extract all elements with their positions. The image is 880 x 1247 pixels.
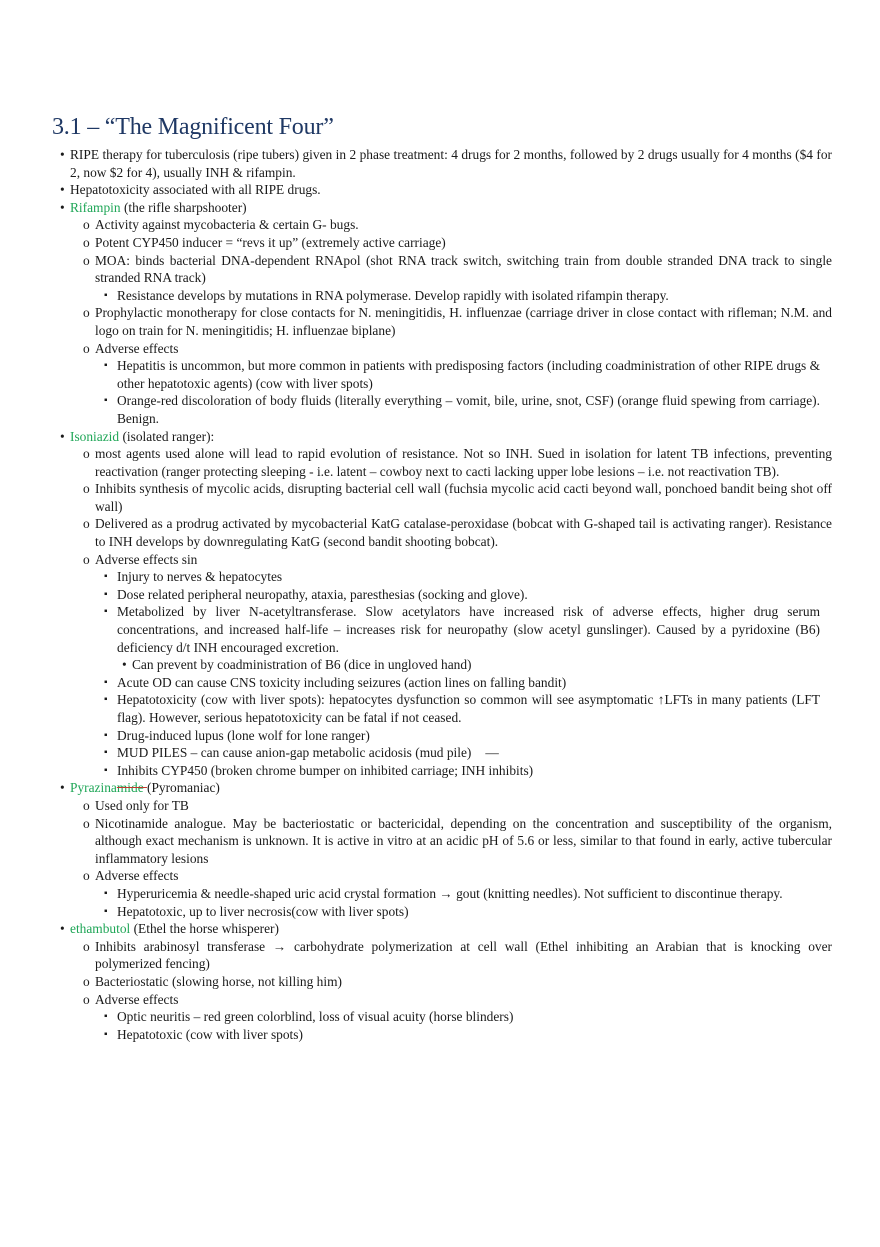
drug-heading-pyrazinamide: • Pyrazinamide (Pyromaniac) — [60, 780, 220, 796]
list-item: o Adverse effects — [83, 340, 179, 356]
list-item: o Nicotinamide analogue. May be bacteriostatic or bactericidal, depending on the concentration and susceptibility of the organism, although exact mechanism is unknown. It is active in vitro at an acidic pH of 5.6 or less, similar to that found in early, active tubercular inflammatory lesions — [83, 815, 832, 866]
drug-heading-isoniazid: • Isoniazid (isolated ranger): — [60, 428, 215, 444]
list-item: ▪ Hepatotoxic, up to liver necrosis(cow with liver spots) — [104, 903, 409, 919]
list-item: o Adverse effects sin — [83, 551, 198, 567]
list-item: ▪ Optic neuritis – red green colorblind, loss of visual acuity (horse blinders) — [104, 1009, 514, 1025]
list-item: ▪ Metabolized by liver N-acetyltransferase. Slow acetylators have increased risk of adverse effects, higher drug serum concentrations, and increased half-life – increases risk for neuropathy (slow acetyl gunslinger). Caused by a pyridoxine (B6) deficiency d/t INH encouraged excretion. — [104, 604, 820, 655]
list-item: • Hepatotoxicity associated with all RIPE drugs. — [60, 182, 321, 198]
list-item: ▪ Injury to nerves & hepatocytes — [104, 569, 283, 585]
list-item: ▪ Resistance develops by mutations in RNA polymerase. Develop rapidly with isolated rifampin therapy. — [104, 287, 669, 303]
drug-heading-ethambutol: • ethambutol (Ethel the horse whisperer) — [60, 921, 279, 937]
list-item: ▪ Hepatotoxicity (cow with liver spots): hepatocytes dysfunction so common will see asymptomatic ↑LFTs in many patients (LFT flag). However, serious hepatotoxicity can be fatal if not ceased. — [104, 692, 820, 725]
list-item: ▪ Drug-induced lupus (lone wolf for lone ranger) — [104, 727, 370, 743]
list-item: o Adverse effects — [83, 868, 179, 884]
list-item: ▪ Dose related peripheral neuropathy, ataxia, paresthesias (socking and glove). — [104, 586, 528, 602]
drug-name-struck: mide — [116, 780, 147, 796]
list-item: o Adverse effects — [83, 991, 179, 1007]
list-item: ▪ Hepatotoxic (cow with liver spots) — [104, 1026, 303, 1042]
drug-name: Pyrazina — [70, 780, 117, 796]
list-item: • RIPE therapy for tuberculosis (ripe tubers) given in 2 phase treatment: 4 drugs for 2 months, followed by 2 drugs usually for 4 months ($4 for 2, now $2 for 4), usually INH & rifampin. — [60, 147, 832, 180]
list-item: o Potent CYP450 inducer = “revs it up” (extremely active carriage) — [83, 234, 446, 250]
drug-name: Rifampin — [70, 199, 121, 215]
list-item: ▪ Hepatitis is uncommon, but more common in patients with predisposing factors (including coadministration of other RIPE drugs & other hepatotoxic agents) (cow with liver spots) — [104, 358, 820, 391]
list-item: o Bacteriostatic (slowing horse, not killing him) — [83, 973, 342, 989]
list-item: o Used only for TB — [83, 797, 189, 813]
list-item: ▪ MUD PILES – can cause anion-gap metabolic acidosis (mud pile) — — [104, 745, 499, 761]
section-title: 3.1 – “The Magnificent Four” — [52, 114, 334, 140]
list-item: o Inhibits synthesis of mycolic acids, disrupting bacterial cell wall (fuchsia mycolic acid cacti beyond wall, ponchoed bandit being shot off wall) — [83, 481, 832, 514]
notes-body — [0, 146, 880, 1043]
drug-name: ethambutol — [70, 921, 131, 937]
list-item: ▪ Inhibits CYP450 (broken chrome bumper on inhibited carriage; INH inhibits) — [104, 762, 534, 778]
list-item: ▪ Orange-red discoloration of body fluids (literally everything – vomit, bile, urine, snot, CSF) (orange fluid spewing from carriage). Benign. — [104, 393, 820, 426]
list-item: o most agents used alone will lead to rapid evolution of resistance. Not so INH. Sued in isolation for latent TB infections, preventing reactivation (ranger protecting sleeping - i.e. latent – cowboy next to cacti lacking upper lobe lesions – i.e. not reactivation TB). — [83, 446, 832, 479]
list-item: ▪ Hyperuricemia & needle-shaped uric acid crystal formation → gout (knitting needles). Not sufficient to discontinue therapy. — [104, 885, 783, 901]
list-item: o Delivered as a prodrug activated by mycobacterial KatG catalase-peroxidase (bobcat with G-shaped tail is activating ranger). Resistance to INH develops by downregulating KatG (second bandit shooting bobcat). — [83, 516, 832, 550]
list-item: o Activity against mycobacteria & certain G- bugs. — [83, 217, 359, 233]
list-item: ▪ Acute OD can cause CNS toxicity including seizures (action lines on falling bandit) — [104, 674, 567, 690]
drug-name: Isoniazid — [70, 428, 120, 444]
list-item: o MOA: binds bacterial DNA-dependent RNApol (shot RNA track switch, switching train from double stranded DNA track to single stranded RNA track) — [83, 252, 832, 286]
drug-heading-rifampin: • Rifampin (the rifle sharpshooter) — [60, 199, 247, 215]
dash-mark: — — [485, 745, 499, 761]
list-item: o Prophylactic monotherapy for close contacts for N. meningitidis, H. influenzae (carriage driver in close contact with rifleman; N.M. and logo on train for N. meningitidis; H. influenzae biplane) — [83, 305, 832, 338]
list-item: • Can prevent by coadministration of B6 (dice in ungloved hand) — [122, 657, 472, 673]
list-item: o Inhibits arabinosyl transferase → carbohydrate polymerization at cell wall (Ethel inhibiting an Arabian that is knocking over polymerized fencing) — [83, 938, 832, 972]
